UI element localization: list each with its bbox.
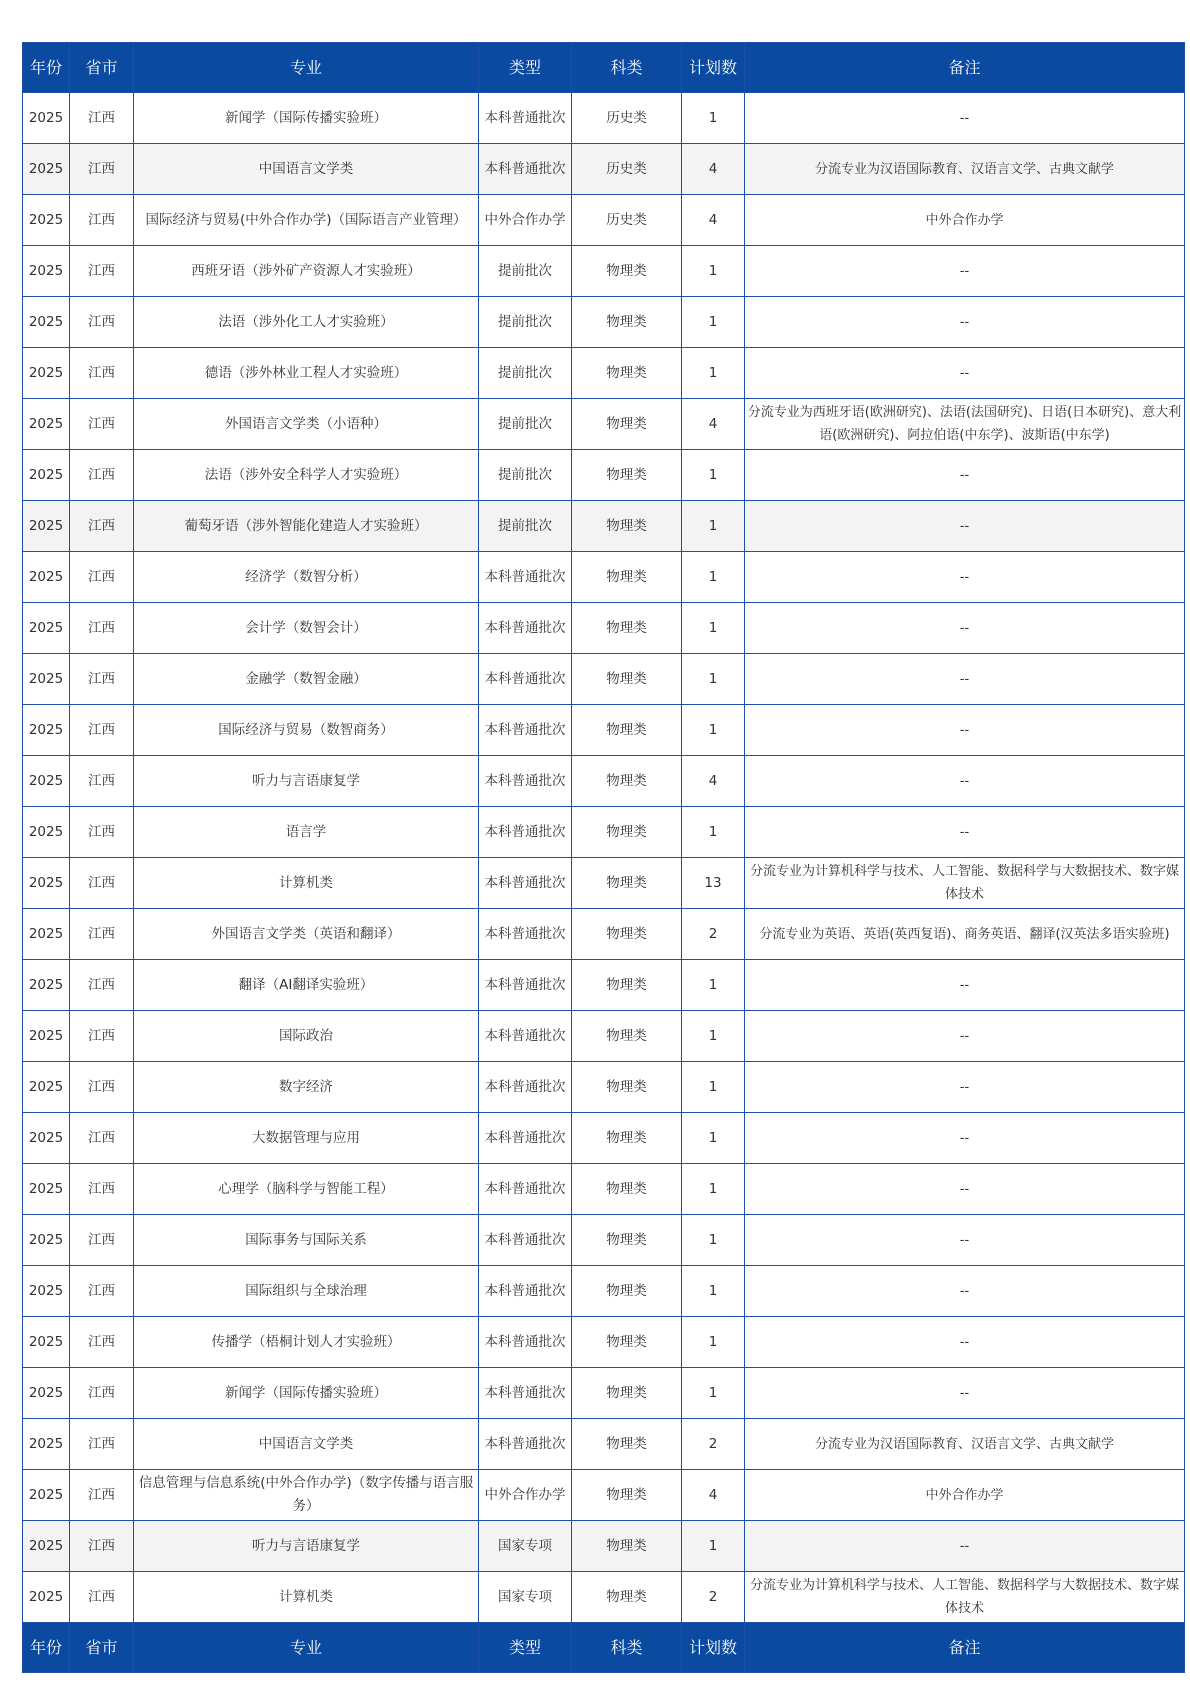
notes-cell: -- xyxy=(745,1113,1185,1164)
notes-cell: -- xyxy=(745,756,1185,807)
year-cell: 2025 xyxy=(23,807,70,858)
plan-count-cell: 1 xyxy=(682,1011,745,1062)
plan-count-cell: 1 xyxy=(682,960,745,1011)
enrollment-plan-table xyxy=(22,42,1185,1673)
subject-cell: 历史类 xyxy=(572,144,682,195)
province-cell: 江西 xyxy=(70,297,134,348)
notes-cell: -- xyxy=(745,960,1185,1011)
plan-count-cell: 1 xyxy=(682,603,745,654)
major-cell: 国际政治 xyxy=(134,1011,479,1062)
subject-cell: 物理类 xyxy=(572,501,682,552)
year-cell: 2025 xyxy=(23,654,70,705)
table-row xyxy=(23,1368,1185,1419)
type-cell: 本科普通批次 xyxy=(479,807,572,858)
table-row xyxy=(23,603,1185,654)
subject-cell: 历史类 xyxy=(572,195,682,246)
notes-cell: 分流专业为英语、英语(英西复语)、商务英语、翻译(汉英法多语实验班) xyxy=(745,909,1185,960)
subject-cell: 物理类 xyxy=(572,552,682,603)
col-major: 专业 xyxy=(134,1623,479,1673)
type-cell: 本科普通批次 xyxy=(479,858,572,909)
table-row xyxy=(23,756,1185,807)
plan-count-cell: 1 xyxy=(682,348,745,399)
province-cell: 江西 xyxy=(70,858,134,909)
year-cell: 2025 xyxy=(23,1317,70,1368)
notes-cell: -- xyxy=(745,348,1185,399)
province-cell: 江西 xyxy=(70,654,134,705)
subject-cell: 物理类 xyxy=(572,1266,682,1317)
type-cell: 提前批次 xyxy=(479,501,572,552)
type-cell: 本科普通批次 xyxy=(479,1317,572,1368)
plan-count-cell: 2 xyxy=(682,909,745,960)
col-type: 类型 xyxy=(479,43,572,93)
plan-count-cell: 1 xyxy=(682,807,745,858)
plan-count-cell: 1 xyxy=(682,1368,745,1419)
col-year: 年份 xyxy=(23,1623,70,1673)
table-body xyxy=(23,93,1185,1623)
table-row xyxy=(23,399,1185,450)
province-cell: 江西 xyxy=(70,603,134,654)
col-province: 省市 xyxy=(70,43,134,93)
plan-count-cell: 1 xyxy=(682,1215,745,1266)
plan-count-cell: 1 xyxy=(682,297,745,348)
year-cell: 2025 xyxy=(23,858,70,909)
table-row xyxy=(23,93,1185,144)
subject-cell: 物理类 xyxy=(572,246,682,297)
province-cell: 江西 xyxy=(70,960,134,1011)
major-cell: 国际组织与全球治理 xyxy=(134,1266,479,1317)
plan-count-cell: 1 xyxy=(682,1062,745,1113)
year-cell: 2025 xyxy=(23,297,70,348)
table-row xyxy=(23,501,1185,552)
province-cell: 江西 xyxy=(70,552,134,603)
notes-cell: -- xyxy=(745,93,1185,144)
major-cell: 计算机类 xyxy=(134,1572,479,1623)
notes-cell: 分流专业为汉语国际教育、汉语言文学、古典文献学 xyxy=(745,1419,1185,1470)
major-cell: 德语（涉外林业工程人才实验班） xyxy=(134,348,479,399)
table-row xyxy=(23,1572,1185,1623)
type-cell: 提前批次 xyxy=(479,348,572,399)
type-cell: 本科普通批次 xyxy=(479,603,572,654)
notes-cell: -- xyxy=(745,654,1185,705)
year-cell: 2025 xyxy=(23,1011,70,1062)
plan-count-cell: 4 xyxy=(682,195,745,246)
header-row xyxy=(23,43,1185,93)
subject-cell: 物理类 xyxy=(572,1368,682,1419)
col-subject: 科类 xyxy=(572,1623,682,1673)
table-row xyxy=(23,1113,1185,1164)
province-cell: 江西 xyxy=(70,1368,134,1419)
type-cell: 本科普通批次 xyxy=(479,756,572,807)
year-cell: 2025 xyxy=(23,1470,70,1521)
major-cell: 传播学（梧桐计划人才实验班） xyxy=(134,1317,479,1368)
subject-cell: 物理类 xyxy=(572,756,682,807)
plan-count-cell: 1 xyxy=(682,1317,745,1368)
year-cell: 2025 xyxy=(23,399,70,450)
notes-cell: -- xyxy=(745,1215,1185,1266)
year-cell: 2025 xyxy=(23,705,70,756)
year-cell: 2025 xyxy=(23,501,70,552)
major-cell: 金融学（数智金融） xyxy=(134,654,479,705)
plan-count-cell: 1 xyxy=(682,552,745,603)
table-row xyxy=(23,450,1185,501)
year-cell: 2025 xyxy=(23,195,70,246)
year-cell: 2025 xyxy=(23,1215,70,1266)
plan-count-cell: 2 xyxy=(682,1419,745,1470)
plan-count-cell: 4 xyxy=(682,756,745,807)
subject-cell: 物理类 xyxy=(572,348,682,399)
subject-cell: 物理类 xyxy=(572,1062,682,1113)
province-cell: 江西 xyxy=(70,501,134,552)
table-row xyxy=(23,1215,1185,1266)
plan-count-cell: 4 xyxy=(682,144,745,195)
type-cell: 本科普通批次 xyxy=(479,552,572,603)
major-cell: 外国语言文学类（英语和翻译） xyxy=(134,909,479,960)
province-cell: 江西 xyxy=(70,1470,134,1521)
major-cell: 新闻学（国际传播实验班） xyxy=(134,93,479,144)
province-cell: 江西 xyxy=(70,1113,134,1164)
notes-cell: -- xyxy=(745,705,1185,756)
major-cell: 翻译（AI翻译实验班） xyxy=(134,960,479,1011)
province-cell: 江西 xyxy=(70,348,134,399)
major-cell: 会计学（数智会计） xyxy=(134,603,479,654)
notes-cell: -- xyxy=(745,807,1185,858)
year-cell: 2025 xyxy=(23,1419,70,1470)
plan-count-cell: 13 xyxy=(682,858,745,909)
type-cell: 提前批次 xyxy=(479,399,572,450)
major-cell: 中国语言文学类 xyxy=(134,144,479,195)
subject-cell: 物理类 xyxy=(572,399,682,450)
year-cell: 2025 xyxy=(23,1113,70,1164)
table-row xyxy=(23,552,1185,603)
notes-cell: 中外合作办学 xyxy=(745,1470,1185,1521)
col-province: 省市 xyxy=(70,1623,134,1673)
year-cell: 2025 xyxy=(23,1572,70,1623)
province-cell: 江西 xyxy=(70,705,134,756)
table-row xyxy=(23,144,1185,195)
major-cell: 国际经济与贸易（数智商务） xyxy=(134,705,479,756)
year-cell: 2025 xyxy=(23,1164,70,1215)
col-major: 专业 xyxy=(134,43,479,93)
subject-cell: 历史类 xyxy=(572,93,682,144)
plan-count-cell: 1 xyxy=(682,654,745,705)
notes-cell: -- xyxy=(745,1317,1185,1368)
table-row xyxy=(23,1164,1185,1215)
notes-cell: -- xyxy=(745,501,1185,552)
major-cell: 新闻学（国际传播实验班） xyxy=(134,1368,479,1419)
province-cell: 江西 xyxy=(70,399,134,450)
notes-cell: -- xyxy=(745,246,1185,297)
plan-count-cell: 1 xyxy=(682,1266,745,1317)
plan-count-cell: 1 xyxy=(682,1521,745,1572)
table-row xyxy=(23,1062,1185,1113)
year-cell: 2025 xyxy=(23,1266,70,1317)
year-cell: 2025 xyxy=(23,756,70,807)
type-cell: 本科普通批次 xyxy=(479,1419,572,1470)
table-row xyxy=(23,1266,1185,1317)
major-cell: 国际事务与国际关系 xyxy=(134,1215,479,1266)
subject-cell: 物理类 xyxy=(572,1572,682,1623)
year-cell: 2025 xyxy=(23,909,70,960)
type-cell: 本科普通批次 xyxy=(479,909,572,960)
table-row xyxy=(23,348,1185,399)
type-cell: 中外合作办学 xyxy=(479,1470,572,1521)
year-cell: 2025 xyxy=(23,1368,70,1419)
major-cell: 外国语言文学类（小语种） xyxy=(134,399,479,450)
notes-cell: -- xyxy=(745,297,1185,348)
plan-count-cell: 1 xyxy=(682,705,745,756)
year-cell: 2025 xyxy=(23,450,70,501)
subject-cell: 物理类 xyxy=(572,960,682,1011)
table-row xyxy=(23,1419,1185,1470)
province-cell: 江西 xyxy=(70,93,134,144)
province-cell: 江西 xyxy=(70,1164,134,1215)
subject-cell: 物理类 xyxy=(572,1470,682,1521)
subject-cell: 物理类 xyxy=(572,858,682,909)
province-cell: 江西 xyxy=(70,756,134,807)
notes-cell: -- xyxy=(745,1521,1185,1572)
major-cell: 数字经济 xyxy=(134,1062,479,1113)
province-cell: 江西 xyxy=(70,195,134,246)
subject-cell: 物理类 xyxy=(572,603,682,654)
subject-cell: 物理类 xyxy=(572,909,682,960)
major-cell: 法语（涉外安全科学人才实验班） xyxy=(134,450,479,501)
table-row xyxy=(23,1470,1185,1521)
table-row xyxy=(23,960,1185,1011)
notes-cell: -- xyxy=(745,1011,1185,1062)
plan-count-cell: 4 xyxy=(682,1470,745,1521)
major-cell: 中国语言文学类 xyxy=(134,1419,479,1470)
subject-cell: 物理类 xyxy=(572,1011,682,1062)
notes-cell: -- xyxy=(745,450,1185,501)
province-cell: 江西 xyxy=(70,909,134,960)
col-year: 年份 xyxy=(23,43,70,93)
subject-cell: 物理类 xyxy=(572,807,682,858)
col-notes: 备注 xyxy=(745,43,1185,93)
major-cell: 听力与言语康复学 xyxy=(134,756,479,807)
year-cell: 2025 xyxy=(23,93,70,144)
subject-cell: 物理类 xyxy=(572,1113,682,1164)
notes-cell: -- xyxy=(745,1164,1185,1215)
year-cell: 2025 xyxy=(23,552,70,603)
subject-cell: 物理类 xyxy=(572,705,682,756)
table-row xyxy=(23,1011,1185,1062)
type-cell: 国家专项 xyxy=(479,1572,572,1623)
col-subject: 科类 xyxy=(572,43,682,93)
plan-count-cell: 1 xyxy=(682,450,745,501)
footer-header-row xyxy=(23,1623,1185,1673)
notes-cell: 中外合作办学 xyxy=(745,195,1185,246)
province-cell: 江西 xyxy=(70,1062,134,1113)
plan-count-cell: 1 xyxy=(682,1164,745,1215)
province-cell: 江西 xyxy=(70,1317,134,1368)
province-cell: 江西 xyxy=(70,807,134,858)
year-cell: 2025 xyxy=(23,348,70,399)
notes-cell: -- xyxy=(745,603,1185,654)
major-cell: 大数据管理与应用 xyxy=(134,1113,479,1164)
year-cell: 2025 xyxy=(23,960,70,1011)
year-cell: 2025 xyxy=(23,1062,70,1113)
major-cell: 听力与言语康复学 xyxy=(134,1521,479,1572)
notes-cell: -- xyxy=(745,1062,1185,1113)
plan-count-cell: 1 xyxy=(682,1113,745,1164)
subject-cell: 物理类 xyxy=(572,1215,682,1266)
plan-count-cell: 1 xyxy=(682,246,745,297)
table-row xyxy=(23,909,1185,960)
table-row xyxy=(23,195,1185,246)
col-plan-count: 计划数 xyxy=(682,1623,745,1673)
major-cell: 经济学（数智分析） xyxy=(134,552,479,603)
table-row xyxy=(23,654,1185,705)
table-row xyxy=(23,297,1185,348)
type-cell: 本科普通批次 xyxy=(479,1215,572,1266)
type-cell: 本科普通批次 xyxy=(479,93,572,144)
province-cell: 江西 xyxy=(70,246,134,297)
col-notes: 备注 xyxy=(745,1623,1185,1673)
type-cell: 本科普通批次 xyxy=(479,1368,572,1419)
type-cell: 国家专项 xyxy=(479,1521,572,1572)
province-cell: 江西 xyxy=(70,450,134,501)
plan-count-cell: 2 xyxy=(682,1572,745,1623)
province-cell: 江西 xyxy=(70,1011,134,1062)
table-row xyxy=(23,1317,1185,1368)
year-cell: 2025 xyxy=(23,1521,70,1572)
table-row xyxy=(23,858,1185,909)
major-cell: 语言学 xyxy=(134,807,479,858)
type-cell: 提前批次 xyxy=(479,450,572,501)
subject-cell: 物理类 xyxy=(572,1317,682,1368)
plan-count-cell: 1 xyxy=(682,93,745,144)
subject-cell: 物理类 xyxy=(572,450,682,501)
plan-count-cell: 4 xyxy=(682,399,745,450)
type-cell: 本科普通批次 xyxy=(479,1164,572,1215)
table-row xyxy=(23,1521,1185,1572)
subject-cell: 物理类 xyxy=(572,1521,682,1572)
year-cell: 2025 xyxy=(23,246,70,297)
type-cell: 中外合作办学 xyxy=(479,195,572,246)
year-cell: 2025 xyxy=(23,144,70,195)
subject-cell: 物理类 xyxy=(572,1164,682,1215)
province-cell: 江西 xyxy=(70,1419,134,1470)
province-cell: 江西 xyxy=(70,1266,134,1317)
type-cell: 提前批次 xyxy=(479,246,572,297)
col-plan-count: 计划数 xyxy=(682,43,745,93)
notes-cell: 分流专业为汉语国际教育、汉语言文学、古典文献学 xyxy=(745,144,1185,195)
major-cell: 心理学（脑科学与智能工程） xyxy=(134,1164,479,1215)
type-cell: 提前批次 xyxy=(479,297,572,348)
table-row xyxy=(23,807,1185,858)
notes-cell: -- xyxy=(745,552,1185,603)
notes-cell: -- xyxy=(745,1368,1185,1419)
province-cell: 江西 xyxy=(70,144,134,195)
notes-cell: 分流专业为计算机科学与技术、人工智能、数据科学与大数据技术、数字媒体技术 xyxy=(745,858,1185,909)
notes-cell: 分流专业为西班牙语(欧洲研究)、法语(法国研究)、日语(日本研究)、意大利语(欧洲研究)、阿拉伯语(中东学)、波斯语(中东学) xyxy=(745,399,1185,450)
col-type: 类型 xyxy=(479,1623,572,1673)
plan-count-cell: 1 xyxy=(682,501,745,552)
major-cell: 信息管理与信息系统(中外合作办学)（数字传播与语言服务） xyxy=(134,1470,479,1521)
subject-cell: 物理类 xyxy=(572,297,682,348)
table-row xyxy=(23,246,1185,297)
province-cell: 江西 xyxy=(70,1521,134,1572)
major-cell: 国际经济与贸易(中外合作办学)（国际语言产业管理） xyxy=(134,195,479,246)
type-cell: 本科普通批次 xyxy=(479,705,572,756)
major-cell: 计算机类 xyxy=(134,858,479,909)
type-cell: 本科普通批次 xyxy=(479,1113,572,1164)
type-cell: 本科普通批次 xyxy=(479,960,572,1011)
major-cell: 葡萄牙语（涉外智能化建造人才实验班） xyxy=(134,501,479,552)
type-cell: 本科普通批次 xyxy=(479,654,572,705)
type-cell: 本科普通批次 xyxy=(479,144,572,195)
major-cell: 西班牙语（涉外矿产资源人才实验班） xyxy=(134,246,479,297)
notes-cell: 分流专业为计算机科学与技术、人工智能、数据科学与大数据技术、数字媒体技术 xyxy=(745,1572,1185,1623)
province-cell: 江西 xyxy=(70,1572,134,1623)
type-cell: 本科普通批次 xyxy=(479,1011,572,1062)
type-cell: 本科普通批次 xyxy=(479,1266,572,1317)
subject-cell: 物理类 xyxy=(572,654,682,705)
subject-cell: 物理类 xyxy=(572,1419,682,1470)
major-cell: 法语（涉外化工人才实验班） xyxy=(134,297,479,348)
notes-cell: -- xyxy=(745,1266,1185,1317)
year-cell: 2025 xyxy=(23,603,70,654)
table-row xyxy=(23,705,1185,756)
type-cell: 本科普通批次 xyxy=(479,1062,572,1113)
province-cell: 江西 xyxy=(70,1215,134,1266)
